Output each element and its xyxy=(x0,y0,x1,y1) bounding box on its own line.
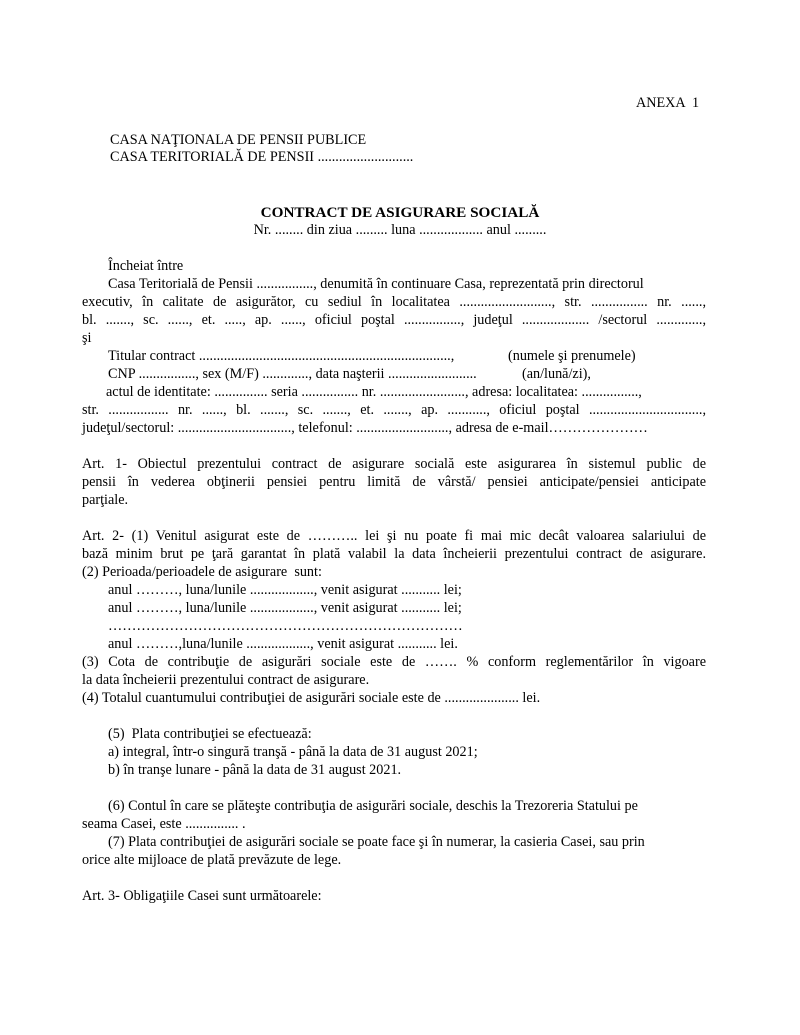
cnp-line: CNP ................, sex (M/F) ............., data naşterii ......................... xyxy=(108,366,477,382)
art2-p3-line-2: la data încheierii prezentului contract de asigurare. xyxy=(82,672,370,688)
contract-holder-line: Titular contract ......................................................................., xyxy=(108,348,455,364)
identity-document-line: actul de identitate: ............... seria ................ nr. ........................, adresa: localitatea: ................, xyxy=(106,384,642,400)
address-line: str. ................. nr. ......, bl. ......., sc. ......., et. ......., ap. ..........., oficiul poştal ................................, xyxy=(82,402,706,418)
art1-line-2: pensii în vederea obţinerii pensiei pentru limită de vârstă/ pensiei anticipate/pensiei anticipate xyxy=(82,474,706,490)
art2-period-3: anul ………,luna/lunile .................., venit asigurat ........... lei. xyxy=(108,636,458,652)
art1-line-1: Art. 1- Obiectul prezentului contract de asigurare socială este asigurarea în sistemul public de xyxy=(82,456,706,472)
contact-line: judeţul/sectorul: ................................, telefonul: .........................., adresa de e-mail………………… xyxy=(82,420,648,436)
art2-p6-line-2: seama Casei, este ............... . xyxy=(82,816,246,832)
contract-title: CONTRACT DE ASIGURARE SOCIALĂ xyxy=(260,204,540,221)
institution-name: CASA NAŢIONALA DE PENSII PUBLICE xyxy=(110,132,367,148)
art2-period-1: anul ………, luna/lunile .................., venit asigurat ........... lei; xyxy=(108,582,462,598)
art1-line-3: parţiale. xyxy=(82,492,129,508)
art3-heading: Art. 3- Obligaţiile Casei sunt următoarele: xyxy=(82,888,322,904)
art2-p7-line-2: orice alte mijloace de plată prevăzute de lege. xyxy=(82,852,342,868)
birth-date-hint: (an/lună/zi), xyxy=(522,366,591,382)
art2-p5-option-b: b) în tranşe lunare - până la data de 31 august 2021. xyxy=(108,762,402,778)
art2-p3-line-1: (3) Cota de contribuţie de asigurări sociale este de ……. % conform reglementărilor în vigoare xyxy=(82,654,706,670)
art2-p5-option-a: a) integral, într-o singură tranşă - până la data de 31 august 2021; xyxy=(108,744,478,760)
art2-p6-line-1: (6) Contul în care se plăteşte contribuţia de asigurări sociale, deschis la Trezoreria Statului pe xyxy=(108,798,638,814)
casa-line-1: Casa Teritorială de Pensii ................, denumită în continuare Casa, reprezentată prin directorul xyxy=(108,276,644,292)
territorial-office: CASA TERITORIALĂ DE PENSII ........................... xyxy=(110,149,414,165)
art2-p4: (4) Totalul cuantumului contribuţiei de asigurări sociale este de ..................... lei. xyxy=(82,690,541,706)
art2-p7-line-1: (7) Plata contribuţiei de asigurări sociale se poate face şi în numerar, la casieria Casei, sau prin xyxy=(108,834,645,850)
art2-line-2: bază minim brut pe ţară garantat în plată valabil la data încheierii prezentului contract de asigurare. xyxy=(82,546,706,562)
contract-number-line: Nr. ........ din ziua ......... luna .................. anul ......... xyxy=(253,222,547,238)
concluded-between: Încheiat între xyxy=(108,258,184,274)
casa-line-2: executiv, în calitate de asigurător, cu sediul în localitatea .........................., str. ................ nr. ......, xyxy=(82,294,706,310)
art2-line-1: Art. 2- (1) Venitul asigurat este de ……….. lei şi nu poate fi mai mic decât valoarea salariului de xyxy=(82,528,706,544)
art2-period-2: anul ………, luna/lunile .................., venit asigurat ........... lei; xyxy=(108,600,462,616)
annex-label: ANEXA 1 xyxy=(636,95,700,111)
art2-p5-heading: (5) Plata contribuţiei se efectuează: xyxy=(108,726,312,742)
casa-line-3: bl. ......., sc. ......, et. ....., ap. ......, oficiul poştal ................, judeţul ................... /sectorul ............., xyxy=(82,312,706,328)
conjunction-and: şi xyxy=(82,330,92,346)
contract-holder-hint: (numele şi prenumele) xyxy=(508,348,636,364)
art2-period-dots: ………………………………………………………………… xyxy=(108,618,463,634)
art2-periods-heading: (2) Perioada/perioadele de asigurare sunt: xyxy=(82,564,322,580)
